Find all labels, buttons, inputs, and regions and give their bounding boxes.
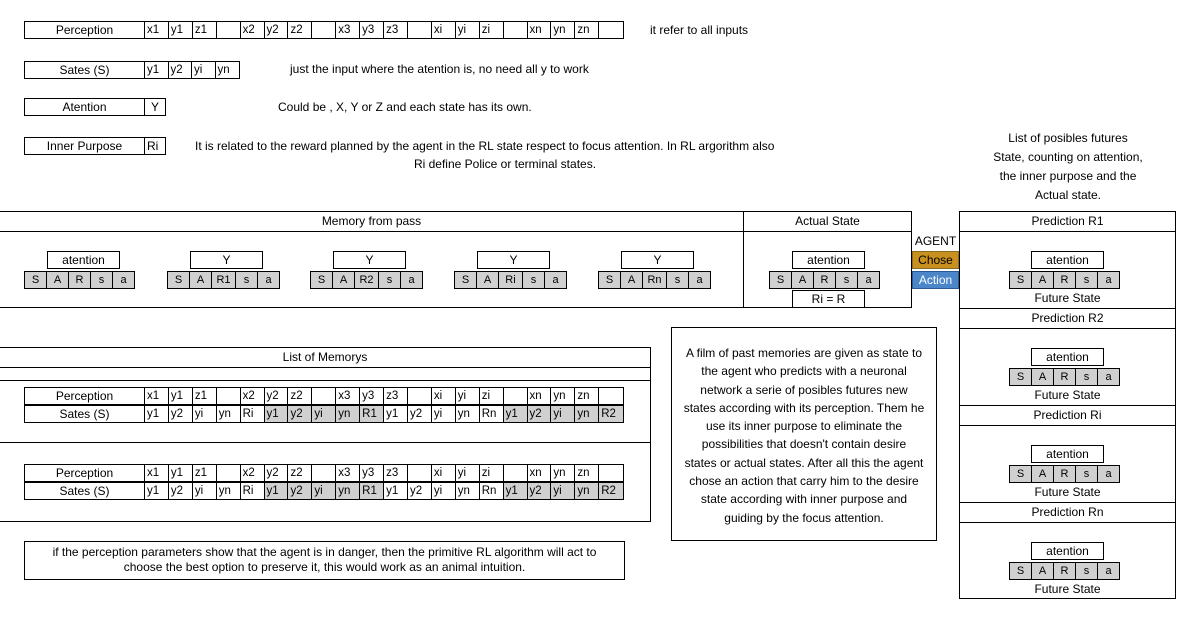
prediction-title: Prediction R2 xyxy=(960,309,1175,329)
cell: y2 xyxy=(169,483,193,499)
sarsa-cell: Rn xyxy=(642,271,667,289)
cell: x3 xyxy=(336,465,360,481)
cell: yn xyxy=(575,483,599,499)
memory-block-sarsa xyxy=(168,271,280,289)
sarsa-cell: S xyxy=(1009,368,1032,386)
inner-purpose-label: Inner Purpose xyxy=(24,137,145,155)
inner-purpose-note-2: Ri define Police or terminal states. xyxy=(413,157,597,171)
sarsa-cell: s xyxy=(1075,465,1098,483)
cell: zi xyxy=(480,465,504,481)
prediction-title: Prediction R1 xyxy=(960,212,1175,232)
sarsa-cell: R1 xyxy=(211,271,236,289)
cell xyxy=(217,388,241,404)
film-note: A film of past memories are given as state to the agent who predicts with a neuronal network a serie of posibles futures new states according with its perception. Them he use its inner purpose to eliminate the possibilities that doesn't contain desire states or actual states. After all this the agent chose an action that carry him to the desire state according with inner purpose and guiding by the focus attention. xyxy=(683,346,925,525)
cell: xn xyxy=(528,22,552,38)
sarsa-cell: S xyxy=(167,271,190,289)
sarsa-cell: S xyxy=(598,271,621,289)
sarsa-cell: R2 xyxy=(354,271,379,289)
cell: xi xyxy=(432,465,456,481)
cell: y2 xyxy=(408,406,432,422)
cell xyxy=(217,465,241,481)
cell: x3 xyxy=(336,22,360,38)
cell: y3 xyxy=(360,465,384,481)
sarsa-cell: S xyxy=(454,271,477,289)
cell: y2 xyxy=(265,22,289,38)
cell: y3 xyxy=(360,22,384,38)
memory-perception-label: Perception xyxy=(24,387,145,405)
cell: y2 xyxy=(169,406,193,422)
cell: yn xyxy=(575,406,599,422)
sarsa-cell: a xyxy=(857,271,880,289)
cell: y2 xyxy=(265,388,289,404)
cell xyxy=(408,22,432,38)
sarsa-cell: a xyxy=(1097,465,1120,483)
perception-cells xyxy=(144,21,624,39)
prediction-future-state: Future State xyxy=(1034,582,1101,596)
cell: xn xyxy=(528,388,552,404)
attention-value: Y xyxy=(144,98,166,116)
sarsa-cell: a xyxy=(688,271,711,289)
cell: y2 xyxy=(288,483,312,499)
cell: yn xyxy=(217,483,241,499)
cell: y1 xyxy=(265,483,289,499)
sarsa-cell: a xyxy=(544,271,567,289)
actual-bottom: Ri = R xyxy=(792,290,865,308)
cell: Rn xyxy=(480,483,504,499)
cell: x2 xyxy=(241,22,265,38)
cell: yi xyxy=(551,406,575,422)
sarsa-cell: S xyxy=(1009,562,1032,580)
states-cells xyxy=(144,61,240,79)
cell: y1 xyxy=(145,406,169,422)
cell: R1 xyxy=(360,406,384,422)
cell xyxy=(408,388,432,404)
memory-states-label: Sates (S) xyxy=(24,405,145,423)
memory-block-top: Y xyxy=(190,251,263,269)
danger-note: if the perception parameters show that the agent is in danger, then the primitive RL algorithm will act to choose the best option to preserve it, this would work as an animal intuition. xyxy=(52,545,597,574)
sarsa-cell: a xyxy=(1097,562,1120,580)
cell: y2 xyxy=(528,406,552,422)
prediction-title: Prediction Ri xyxy=(960,406,1175,426)
cell: y1 xyxy=(384,406,408,422)
cell: xn xyxy=(528,465,552,481)
prediction-attention: atention xyxy=(1031,445,1104,463)
cell: y1 xyxy=(169,22,193,38)
cell: yi xyxy=(432,483,456,499)
cell xyxy=(312,388,336,404)
prediction-attention: atention xyxy=(1031,542,1104,560)
cell: yi xyxy=(193,483,217,499)
sarsa-cell: s xyxy=(235,271,258,289)
cell: yn xyxy=(336,406,360,422)
cell: y2 xyxy=(169,62,193,78)
sarsa-cell: A xyxy=(1031,368,1054,386)
cell: Rn xyxy=(480,406,504,422)
sarsa-cell: s xyxy=(522,271,545,289)
cell xyxy=(217,22,241,38)
cell: yi xyxy=(192,62,216,78)
cell: zi xyxy=(480,388,504,404)
cell: z3 xyxy=(384,22,408,38)
sarsa-cell: A xyxy=(620,271,643,289)
attention-note: Could be , X, Y or Z and each state has its own. xyxy=(278,100,532,114)
memory-from-pass-title: Memory from pass xyxy=(0,212,743,232)
sarsa-cell: a xyxy=(1097,368,1120,386)
memory-perception-cells xyxy=(144,464,624,482)
sarsa-cell: R xyxy=(813,271,836,289)
cell: z1 xyxy=(193,388,217,404)
sarsa-cell: a xyxy=(257,271,280,289)
actual-sarsa xyxy=(770,271,880,289)
cell: zn xyxy=(575,388,599,404)
cell: z3 xyxy=(384,388,408,404)
sarsa-cell: R xyxy=(1053,465,1076,483)
memory-states-cells xyxy=(144,482,624,500)
cell: z3 xyxy=(384,465,408,481)
cell xyxy=(599,22,623,38)
cell: x1 xyxy=(145,388,169,404)
sarsa-cell: A xyxy=(46,271,69,289)
cell xyxy=(312,22,336,38)
sarsa-cell: S xyxy=(1009,271,1032,289)
cell: zi xyxy=(480,22,504,38)
cell: yn xyxy=(336,483,360,499)
cell: x3 xyxy=(336,388,360,404)
sarsa-cell: R xyxy=(1053,562,1076,580)
prediction-sarsa xyxy=(1010,465,1120,483)
cell: x2 xyxy=(241,388,265,404)
cell xyxy=(504,22,528,38)
cell: yn xyxy=(217,406,241,422)
cell: yi xyxy=(193,406,217,422)
cell xyxy=(599,465,623,481)
sarsa-cell: R xyxy=(68,271,91,289)
memory-block-top: Y xyxy=(333,251,406,269)
cell: xi xyxy=(432,388,456,404)
sarsa-cell: Ri xyxy=(498,271,523,289)
sarsa-cell: A xyxy=(332,271,355,289)
sarsa-cell: S xyxy=(310,271,333,289)
cell: x1 xyxy=(145,22,169,38)
sarsa-cell: s xyxy=(90,271,113,289)
cell: R2 xyxy=(599,406,623,422)
prediction-title: Prediction Rn xyxy=(960,503,1175,523)
sarsa-cell: A xyxy=(1031,562,1054,580)
sarsa-cell: a xyxy=(112,271,135,289)
inner-purpose-value: Ri xyxy=(144,137,166,155)
cell: yi xyxy=(456,465,480,481)
memory-block-sarsa xyxy=(311,271,423,289)
cell: y1 xyxy=(145,62,169,78)
prediction-sarsa xyxy=(1010,368,1120,386)
cell: y1 xyxy=(169,465,193,481)
agent-chose: Chose xyxy=(912,251,959,269)
cell xyxy=(504,388,528,404)
memory-states-label: Sates (S) xyxy=(24,482,145,500)
cell: Ri xyxy=(241,483,265,499)
memory-states-cells xyxy=(144,405,624,423)
cell: z1 xyxy=(193,22,217,38)
prediction-sarsa xyxy=(1010,271,1120,289)
prediction-future-state: Future State xyxy=(1034,291,1101,305)
prediction-sarsa xyxy=(1010,562,1120,580)
sarsa-cell: A xyxy=(1031,465,1054,483)
cell: yn xyxy=(217,64,230,76)
cell: z1 xyxy=(193,465,217,481)
cell: z2 xyxy=(288,22,312,38)
prediction-future-state: Future State xyxy=(1034,485,1101,499)
cell: z2 xyxy=(288,465,312,481)
attention-label: Atention xyxy=(24,98,145,116)
inner-purpose-note-1: It is related to the reward planned by the agent in the RL state respect to focus attention. In RL argorithm also xyxy=(195,139,775,153)
states-note: just the input where the atention is, no need all y to work xyxy=(290,62,589,76)
cell: y1 xyxy=(384,483,408,499)
cell: yi xyxy=(312,483,336,499)
sarsa-cell: S xyxy=(24,271,47,289)
states-label: Sates (S) xyxy=(24,61,145,79)
cell: yi xyxy=(456,22,480,38)
cell: y2 xyxy=(408,483,432,499)
cell: yn xyxy=(456,406,480,422)
prediction-attention: atention xyxy=(1031,348,1104,366)
list-memorys-divider-1 xyxy=(0,380,651,381)
sarsa-cell: s xyxy=(835,271,858,289)
actual-state-title: Actual State xyxy=(744,212,911,232)
futures-note: List of posibles futures State, counting on attention, the inner purpose and the Actual state. xyxy=(993,131,1143,202)
cell: y3 xyxy=(360,388,384,404)
prediction-attention: atention xyxy=(1031,251,1104,269)
cell: yn xyxy=(456,483,480,499)
sarsa-cell: A xyxy=(189,271,212,289)
sarsa-cell: S xyxy=(769,271,792,289)
cell: yn xyxy=(551,22,575,38)
sarsa-cell: S xyxy=(1009,465,1032,483)
cell: yn xyxy=(551,388,575,404)
memory-block-top: Y xyxy=(621,251,694,269)
sarsa-cell: R xyxy=(1053,271,1076,289)
memory-block-top: Y xyxy=(477,251,550,269)
cell: y1 xyxy=(169,388,193,404)
cell: y2 xyxy=(528,483,552,499)
cell: y1 xyxy=(145,483,169,499)
cell: yi xyxy=(312,406,336,422)
cell: xi xyxy=(432,22,456,38)
prediction-future-state: Future State xyxy=(1034,388,1101,402)
sarsa-cell: s xyxy=(666,271,689,289)
sarsa-cell: A xyxy=(476,271,499,289)
cell: x2 xyxy=(241,465,265,481)
cell: y1 xyxy=(265,406,289,422)
sarsa-cell: s xyxy=(1075,271,1098,289)
memory-perception-label: Perception xyxy=(24,464,145,482)
perception-label: Perception xyxy=(24,21,145,39)
cell: y1 xyxy=(504,483,528,499)
sarsa-cell: A xyxy=(1031,271,1054,289)
agent-action: Action xyxy=(912,271,959,289)
cell: zn xyxy=(575,465,599,481)
sarsa-cell: A xyxy=(791,271,814,289)
cell: R1 xyxy=(360,483,384,499)
cell xyxy=(504,465,528,481)
perception-note: it refer to all inputs xyxy=(650,23,749,37)
cell xyxy=(599,388,623,404)
sarsa-cell: s xyxy=(1075,368,1098,386)
sarsa-cell: s xyxy=(378,271,401,289)
cell xyxy=(408,465,432,481)
cell: zn xyxy=(575,22,599,38)
cell: Ri xyxy=(241,406,265,422)
memory-block-sarsa xyxy=(25,271,135,289)
cell: R2 xyxy=(599,483,623,499)
cell: yn xyxy=(551,465,575,481)
actual-attention: atention xyxy=(792,251,865,269)
cell: x1 xyxy=(145,465,169,481)
sarsa-cell: s xyxy=(1075,562,1098,580)
cell: y1 xyxy=(504,406,528,422)
sarsa-cell: a xyxy=(400,271,423,289)
memory-block-sarsa xyxy=(599,271,711,289)
cell: yi xyxy=(551,483,575,499)
sarsa-cell: a xyxy=(1097,271,1120,289)
list-memorys-title: List of Memorys xyxy=(0,348,650,368)
cell: y2 xyxy=(288,406,312,422)
memory-perception-cells xyxy=(144,387,624,405)
memory-block-top: atention xyxy=(47,251,120,269)
cell: yi xyxy=(432,406,456,422)
cell: yi xyxy=(456,388,480,404)
list-memorys-divider-2 xyxy=(0,442,651,443)
sarsa-cell: R xyxy=(1053,368,1076,386)
cell: z2 xyxy=(288,388,312,404)
cell xyxy=(312,465,336,481)
agent-label: AGENT xyxy=(914,234,957,248)
cell: y2 xyxy=(265,465,289,481)
memory-block-sarsa xyxy=(455,271,567,289)
